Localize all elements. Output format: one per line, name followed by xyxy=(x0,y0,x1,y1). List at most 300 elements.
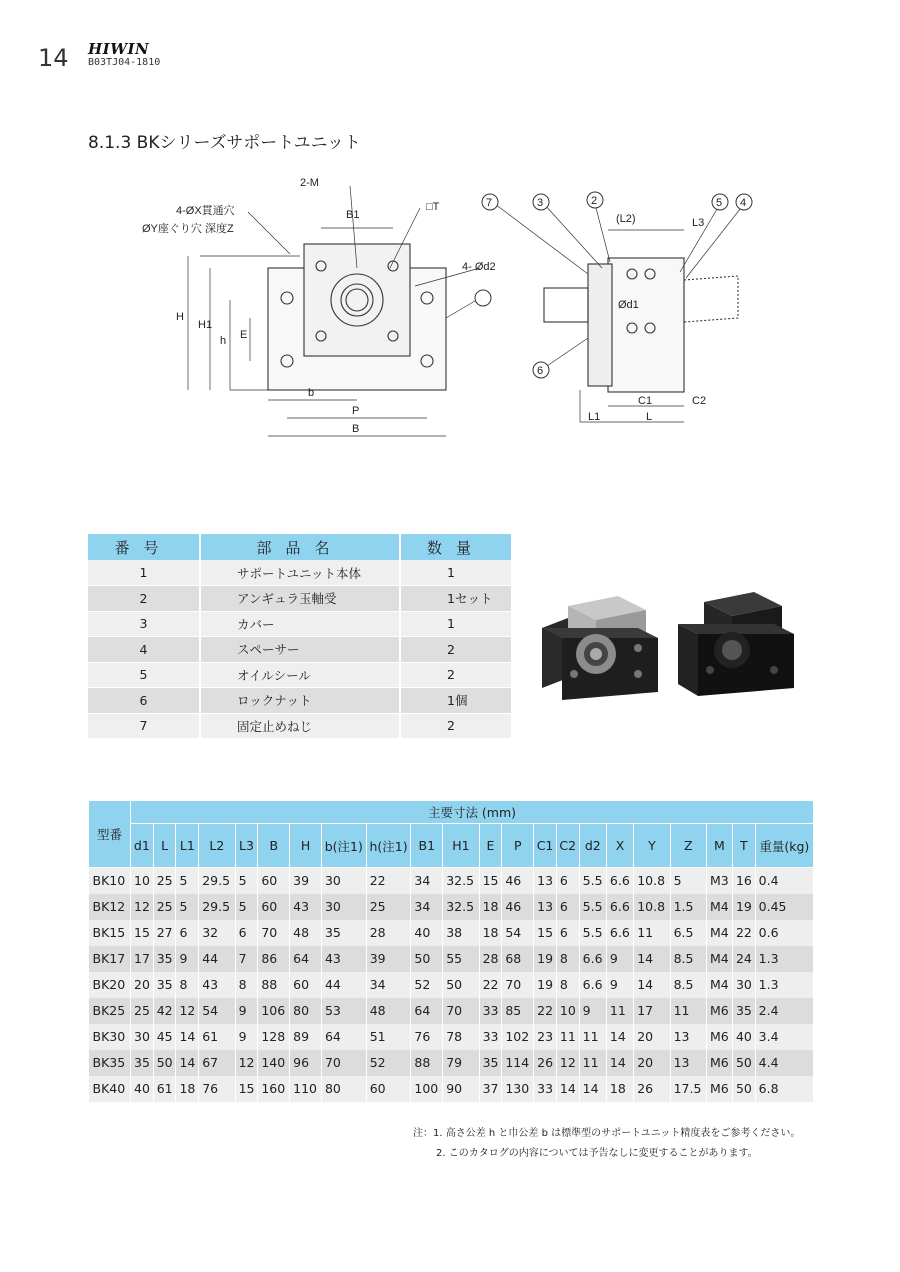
dims-cell: 35 xyxy=(153,972,176,998)
dims-cell: 22 xyxy=(534,998,557,1024)
dims-cell: 50 xyxy=(732,1076,755,1102)
dims-cell: 28 xyxy=(479,946,502,972)
dims-cell: 10 xyxy=(131,868,154,894)
dims-cell: 8.5 xyxy=(670,972,706,998)
dims-col-header: E xyxy=(479,824,502,868)
parts-cell-number: 3 xyxy=(88,611,200,637)
dims-cell: 6.6 xyxy=(606,894,633,920)
dims-cell: 70 xyxy=(443,998,479,1024)
parts-cell-qty: 2 xyxy=(400,662,512,688)
dims-cell: 9 xyxy=(606,972,633,998)
dims-cell: 8.5 xyxy=(670,946,706,972)
parts-cell-qty: 1 xyxy=(400,611,512,637)
dims-col-header: M xyxy=(706,824,732,868)
dims-col-header: L2 xyxy=(199,824,235,868)
dims-cell: 1.5 xyxy=(670,894,706,920)
dims-cell: 50 xyxy=(443,972,479,998)
dims-col-header: C1 xyxy=(534,824,557,868)
dims-row xyxy=(89,998,814,1024)
dims-cell: 44 xyxy=(321,972,366,998)
dims-cell: 54 xyxy=(502,920,534,946)
dims-cell: M4 xyxy=(706,946,732,972)
label-b-small: b xyxy=(308,387,315,399)
dims-cell: 14 xyxy=(606,1024,633,1050)
dims-row xyxy=(89,868,814,894)
dims-cell: 35 xyxy=(479,1050,502,1076)
dims-col-header: L xyxy=(153,824,176,868)
dims-cell: 60 xyxy=(258,894,290,920)
parts-cell-name: スペーサー xyxy=(200,637,400,663)
dims-cell-model: BK17 xyxy=(89,946,131,972)
dims-cell: 53 xyxy=(321,998,366,1024)
dims-cell: 25 xyxy=(366,894,411,920)
section-title: 8.1.3 BKシリーズサポートユニット xyxy=(88,133,361,153)
parts-header-number: 番号 xyxy=(88,534,200,560)
dims-cell: 28 xyxy=(366,920,411,946)
parts-cell-name: ロックナット xyxy=(200,688,400,714)
dims-cell: 6 xyxy=(556,920,579,946)
dims-row xyxy=(89,894,814,920)
dims-row xyxy=(89,1024,814,1050)
dims-cell-model: BK30 xyxy=(89,1024,131,1050)
dims-cell: 5.5 xyxy=(579,920,606,946)
dims-cell: 15 xyxy=(534,920,557,946)
dims-header-group: 主要寸法 (mm) xyxy=(131,801,814,824)
parts-row xyxy=(88,560,512,586)
dims-cell: 50 xyxy=(732,1050,755,1076)
dims-cell: M6 xyxy=(706,998,732,1024)
dims-cell: 90 xyxy=(443,1076,479,1102)
dims-cell: 6 xyxy=(556,894,579,920)
parts-cell-qty: 2 xyxy=(400,637,512,663)
dims-cell: 15 xyxy=(235,1076,258,1102)
callout-3: 3 xyxy=(537,197,544,209)
dims-cell: 0.45 xyxy=(755,894,813,920)
parts-cell-qty: 2 xyxy=(400,713,512,739)
dims-cell: 52 xyxy=(411,972,443,998)
dims-cell: 11 xyxy=(606,998,633,1024)
silver-unit xyxy=(542,596,658,700)
parts-row xyxy=(88,611,512,637)
dims-row xyxy=(89,1050,814,1076)
dims-cell: 5 xyxy=(176,894,199,920)
label-holes2: ØY座ぐり穴 深度Z xyxy=(142,223,234,235)
dims-cell: 16 xyxy=(732,868,755,894)
dims-cell: 38 xyxy=(443,920,479,946)
dims-cell: 67 xyxy=(199,1050,235,1076)
dims-col-header: L3 xyxy=(235,824,258,868)
dims-cell: 9 xyxy=(606,946,633,972)
dims-row xyxy=(89,972,814,998)
label-p: P xyxy=(352,405,360,417)
label-b: B xyxy=(352,423,360,435)
side-view xyxy=(495,204,744,422)
dims-cell: 140 xyxy=(258,1050,290,1076)
dims-cell: 2.4 xyxy=(755,998,813,1024)
callout-5: 5 xyxy=(716,197,723,209)
dims-cell: 13 xyxy=(534,894,557,920)
dims-cell: 128 xyxy=(258,1024,290,1050)
dims-cell: 20 xyxy=(634,1050,670,1076)
dims-cell: 19 xyxy=(534,972,557,998)
dims-cell: 14 xyxy=(176,1024,199,1050)
dims-cell: M4 xyxy=(706,920,732,946)
label-holes1: 4-ØX貫通穴 xyxy=(176,205,235,217)
dims-cell: M4 xyxy=(706,894,732,920)
dims-col-header: T xyxy=(732,824,755,868)
dims-cell: 25 xyxy=(131,998,154,1024)
label-h1: H1 xyxy=(198,319,213,331)
dims-cell: 0.4 xyxy=(755,868,813,894)
dims-cell: 40 xyxy=(131,1076,154,1102)
dims-cell: 7 xyxy=(235,946,258,972)
parts-cell-name: カバー xyxy=(200,611,400,637)
dims-cell: 18 xyxy=(479,894,502,920)
dims-cell: 106 xyxy=(258,998,290,1024)
note-1: 注：1. 高さ公差 h と巾公差 b は標準型のサポートユニット精度表をご参考ください。 xyxy=(413,1128,801,1139)
dims-cell: 32.5 xyxy=(443,868,479,894)
dims-col-header: H xyxy=(290,824,322,868)
dims-cell: 70 xyxy=(321,1050,366,1076)
dims-cell: 35 xyxy=(153,946,176,972)
dims-cell: 20 xyxy=(634,1024,670,1050)
dims-cell: 5 xyxy=(176,868,199,894)
dims-cell: 35 xyxy=(321,920,366,946)
dims-col-header: b(注1) xyxy=(321,824,366,868)
dims-cell: 54 xyxy=(199,998,235,1024)
dims-cell: 14 xyxy=(556,1076,579,1102)
dims-cell-model: BK35 xyxy=(89,1050,131,1076)
label-d2: 4- Ød2 xyxy=(462,261,496,273)
dims-cell: 18 xyxy=(479,920,502,946)
parts-cell-qty: 1セット xyxy=(400,586,512,612)
dims-cell: 160 xyxy=(258,1076,290,1102)
dims-cell-model: BK12 xyxy=(89,894,131,920)
dims-cell: 12 xyxy=(176,998,199,1024)
parts-header-qty: 数量 xyxy=(400,534,512,560)
dims-cell: 14 xyxy=(176,1050,199,1076)
dims-cell: 30 xyxy=(321,868,366,894)
dims-cell: 9 xyxy=(235,1024,258,1050)
dims-col-header: Z xyxy=(670,824,706,868)
label-h-small: h xyxy=(220,335,227,347)
dims-cell: 46 xyxy=(502,894,534,920)
dims-cell: 6.6 xyxy=(579,972,606,998)
label-l: L xyxy=(646,411,653,423)
dims-cell: 20 xyxy=(131,972,154,998)
dims-cell: 18 xyxy=(176,1076,199,1102)
label-c1: C1 xyxy=(638,395,653,407)
dims-col-header: C2 xyxy=(556,824,579,868)
dims-header-model: 型番 xyxy=(89,801,131,868)
dims-cell: 80 xyxy=(321,1076,366,1102)
dims-col-header: 重量(kg) xyxy=(755,824,813,868)
label-2m: 2-M xyxy=(300,177,319,189)
dims-cell: 22 xyxy=(366,868,411,894)
dims-cell-model: BK10 xyxy=(89,868,131,894)
dims-cell: 79 xyxy=(443,1050,479,1076)
dims-cell: 22 xyxy=(479,972,502,998)
dims-cell: 6.6 xyxy=(606,920,633,946)
dims-cell: 11 xyxy=(634,920,670,946)
label-h: H xyxy=(176,311,184,323)
dims-cell: 34 xyxy=(411,894,443,920)
dims-cell: 24 xyxy=(732,946,755,972)
dims-cell: 78 xyxy=(443,1024,479,1050)
parts-cell-number: 7 xyxy=(88,713,200,739)
dims-cell: 8 xyxy=(176,972,199,998)
dims-cell: 50 xyxy=(153,1050,176,1076)
label-l3: L3 xyxy=(692,217,705,229)
dims-cell: 70 xyxy=(502,972,534,998)
dims-cell: 42 xyxy=(153,998,176,1024)
parts-cell-number: 5 xyxy=(88,662,200,688)
label-l2: (L2) xyxy=(616,213,636,225)
dims-cell: 26 xyxy=(534,1050,557,1076)
dims-cell: 39 xyxy=(366,946,411,972)
dims-cell: 34 xyxy=(411,868,443,894)
dims-cell: 9 xyxy=(235,998,258,1024)
dims-cell: 44 xyxy=(199,946,235,972)
parts-row xyxy=(88,586,512,612)
dims-cell: 6 xyxy=(556,868,579,894)
dims-col-header: d2 xyxy=(579,824,606,868)
dims-cell: 68 xyxy=(502,946,534,972)
brand-logo: HIWIN xyxy=(88,40,150,58)
dims-col-header: B xyxy=(258,824,290,868)
dims-cell: 61 xyxy=(153,1076,176,1102)
dims-cell: 12 xyxy=(235,1050,258,1076)
dims-cell: 39 xyxy=(290,868,322,894)
dims-cell: 100 xyxy=(411,1076,443,1102)
technical-drawing xyxy=(140,168,760,448)
dims-cell: 64 xyxy=(321,1024,366,1050)
dims-cell: 15 xyxy=(131,920,154,946)
dims-col-header: B1 xyxy=(411,824,443,868)
dims-cell: 1.3 xyxy=(755,972,813,998)
dims-cell: 5.5 xyxy=(579,868,606,894)
dims-cell: M6 xyxy=(706,1076,732,1102)
dims-cell: 1.3 xyxy=(755,946,813,972)
dims-cell: 52 xyxy=(366,1050,411,1076)
dims-cell: 70 xyxy=(258,920,290,946)
dims-cell: 6.6 xyxy=(579,946,606,972)
dims-row xyxy=(89,920,814,946)
dims-cell: 6.6 xyxy=(606,868,633,894)
dims-cell: 88 xyxy=(258,972,290,998)
dims-cell-model: BK15 xyxy=(89,920,131,946)
dims-cell: 110 xyxy=(290,1076,322,1102)
dims-cell: 33 xyxy=(534,1076,557,1102)
dims-cell: 114 xyxy=(502,1050,534,1076)
parts-cell-number: 2 xyxy=(88,586,200,612)
dims-cell: 25 xyxy=(153,868,176,894)
dims-col-header: X xyxy=(606,824,633,868)
dims-cell: 10.8 xyxy=(634,868,670,894)
dims-cell: 34 xyxy=(366,972,411,998)
dims-col-header: H1 xyxy=(443,824,479,868)
parts-cell-number: 6 xyxy=(88,688,200,714)
dims-cell: 40 xyxy=(732,1024,755,1050)
dims-cell: 32 xyxy=(199,920,235,946)
dims-cell: 12 xyxy=(131,894,154,920)
dims-cell: 4.4 xyxy=(755,1050,813,1076)
dims-cell: 80 xyxy=(290,998,322,1024)
parts-row xyxy=(88,662,512,688)
label-d1: Ød1 xyxy=(618,299,639,311)
dims-cell: 40 xyxy=(411,920,443,946)
dims-cell: 19 xyxy=(732,894,755,920)
dims-cell: 43 xyxy=(199,972,235,998)
dims-cell: 17 xyxy=(634,998,670,1024)
parts-table xyxy=(88,534,513,739)
dims-cell: 32.5 xyxy=(443,894,479,920)
dims-cell: 13 xyxy=(534,868,557,894)
dims-cell: 22 xyxy=(732,920,755,946)
dims-cell: M6 xyxy=(706,1024,732,1050)
parts-row xyxy=(88,688,512,714)
dims-cell: 33 xyxy=(479,998,502,1024)
dims-cell: 5.5 xyxy=(579,894,606,920)
dims-col-header: Y xyxy=(634,824,670,868)
dims-cell: 51 xyxy=(366,1024,411,1050)
dims-cell: 8 xyxy=(556,972,579,998)
dims-cell: 25 xyxy=(153,894,176,920)
dims-cell: 8 xyxy=(235,972,258,998)
dims-cell: 88 xyxy=(411,1050,443,1076)
dims-cell: 9 xyxy=(579,998,606,1024)
dims-cell: 85 xyxy=(502,998,534,1024)
dims-cell: 55 xyxy=(443,946,479,972)
dims-cell: 102 xyxy=(502,1024,534,1050)
dims-cell: 10.8 xyxy=(634,894,670,920)
parts-cell-name: 固定止めねじ xyxy=(200,713,400,739)
dims-cell: 64 xyxy=(411,998,443,1024)
parts-header-name: 部品名 xyxy=(200,534,400,560)
dims-cell: 14 xyxy=(634,946,670,972)
parts-cell-name: サポートユニット本体 xyxy=(200,560,400,586)
label-b1: B1 xyxy=(346,209,360,221)
dims-cell: M4 xyxy=(706,972,732,998)
parts-cell-number: 4 xyxy=(88,637,200,663)
dims-cell: 33 xyxy=(479,1024,502,1050)
dims-cell: 18 xyxy=(606,1076,633,1102)
dims-cell: M6 xyxy=(706,1050,732,1076)
dims-cell-model: BK40 xyxy=(89,1076,131,1102)
dims-cell: 35 xyxy=(732,998,755,1024)
label-square-t: □T xyxy=(426,201,440,213)
dims-cell: 60 xyxy=(258,868,290,894)
dims-col-header: P xyxy=(502,824,534,868)
dims-cell: 12 xyxy=(556,1050,579,1076)
dims-cell: 10 xyxy=(556,998,579,1024)
dims-cell: 43 xyxy=(321,946,366,972)
dims-cell: 11 xyxy=(670,998,706,1024)
dims-col-header: h(注1) xyxy=(366,824,411,868)
dims-cell: 30 xyxy=(321,894,366,920)
label-l1: L1 xyxy=(588,411,601,423)
dims-cell: 13 xyxy=(670,1024,706,1050)
product-photo xyxy=(538,588,808,708)
dims-cell: 43 xyxy=(290,894,322,920)
dims-cell: 11 xyxy=(579,1050,606,1076)
dims-cell: 3.4 xyxy=(755,1024,813,1050)
dims-cell: 29.5 xyxy=(199,894,235,920)
callout-4: 4 xyxy=(740,197,747,209)
dims-cell: 30 xyxy=(131,1024,154,1050)
dims-col-header: d1 xyxy=(131,824,154,868)
dims-cell: 17.5 xyxy=(670,1076,706,1102)
parts-cell-qty: 1 xyxy=(400,560,512,586)
dims-cell: 9 xyxy=(176,946,199,972)
dims-cell: 46 xyxy=(502,868,534,894)
dims-cell: 0.6 xyxy=(755,920,813,946)
dims-cell: 130 xyxy=(502,1076,534,1102)
dims-cell: 96 xyxy=(290,1050,322,1076)
dims-cell-model: BK20 xyxy=(89,972,131,998)
label-c2: C2 xyxy=(692,395,707,407)
dims-row xyxy=(89,1076,814,1102)
dims-cell: 14 xyxy=(579,1076,606,1102)
dims-cell: 30 xyxy=(732,972,755,998)
dims-cell: 50 xyxy=(411,946,443,972)
parts-row xyxy=(88,713,512,739)
page-number: 14 xyxy=(38,44,69,72)
dims-cell: 6 xyxy=(235,920,258,946)
label-e: E xyxy=(240,329,248,341)
dims-cell: 17 xyxy=(131,946,154,972)
dims-cell: 60 xyxy=(290,972,322,998)
dims-cell: 6.8 xyxy=(755,1076,813,1102)
dims-row xyxy=(89,946,814,972)
note-2: 2. このカタログの内容については予告なしに変更することがあります。 xyxy=(436,1148,758,1159)
dims-cell: 11 xyxy=(556,1024,579,1050)
doc-code: B03TJ04-1810 xyxy=(88,57,161,68)
dims-cell: 61 xyxy=(199,1024,235,1050)
dims-cell: 6.5 xyxy=(670,920,706,946)
dims-cell: 76 xyxy=(411,1024,443,1050)
dims-cell: 14 xyxy=(634,972,670,998)
dims-cell: 48 xyxy=(290,920,322,946)
dims-cell: 29.5 xyxy=(199,868,235,894)
callout-2: 2 xyxy=(591,195,598,207)
dims-cell: 35 xyxy=(131,1050,154,1076)
dims-cell: 14 xyxy=(606,1050,633,1076)
dims-cell: 89 xyxy=(290,1024,322,1050)
parts-row xyxy=(88,637,512,663)
dims-cell: 5 xyxy=(235,868,258,894)
parts-cell-number: 1 xyxy=(88,560,200,586)
dims-cell: 15 xyxy=(479,868,502,894)
parts-cell-name: アンギュラ玉軸受 xyxy=(200,586,400,612)
dims-cell: 64 xyxy=(290,946,322,972)
dims-col-header: L1 xyxy=(176,824,199,868)
dims-cell: 45 xyxy=(153,1024,176,1050)
dims-cell: 27 xyxy=(153,920,176,946)
dims-cell: 6 xyxy=(176,920,199,946)
callout-6: 6 xyxy=(537,365,544,377)
dims-cell: 86 xyxy=(258,946,290,972)
dims-cell: 48 xyxy=(366,998,411,1024)
dims-cell: 5 xyxy=(235,894,258,920)
dims-cell-model: BK25 xyxy=(89,998,131,1024)
dims-cell: 11 xyxy=(579,1024,606,1050)
dims-cell: 26 xyxy=(634,1076,670,1102)
parts-cell-qty: 1個 xyxy=(400,688,512,714)
dims-cell: 13 xyxy=(670,1050,706,1076)
dims-cell: 23 xyxy=(534,1024,557,1050)
dimensions-table xyxy=(88,800,814,1102)
